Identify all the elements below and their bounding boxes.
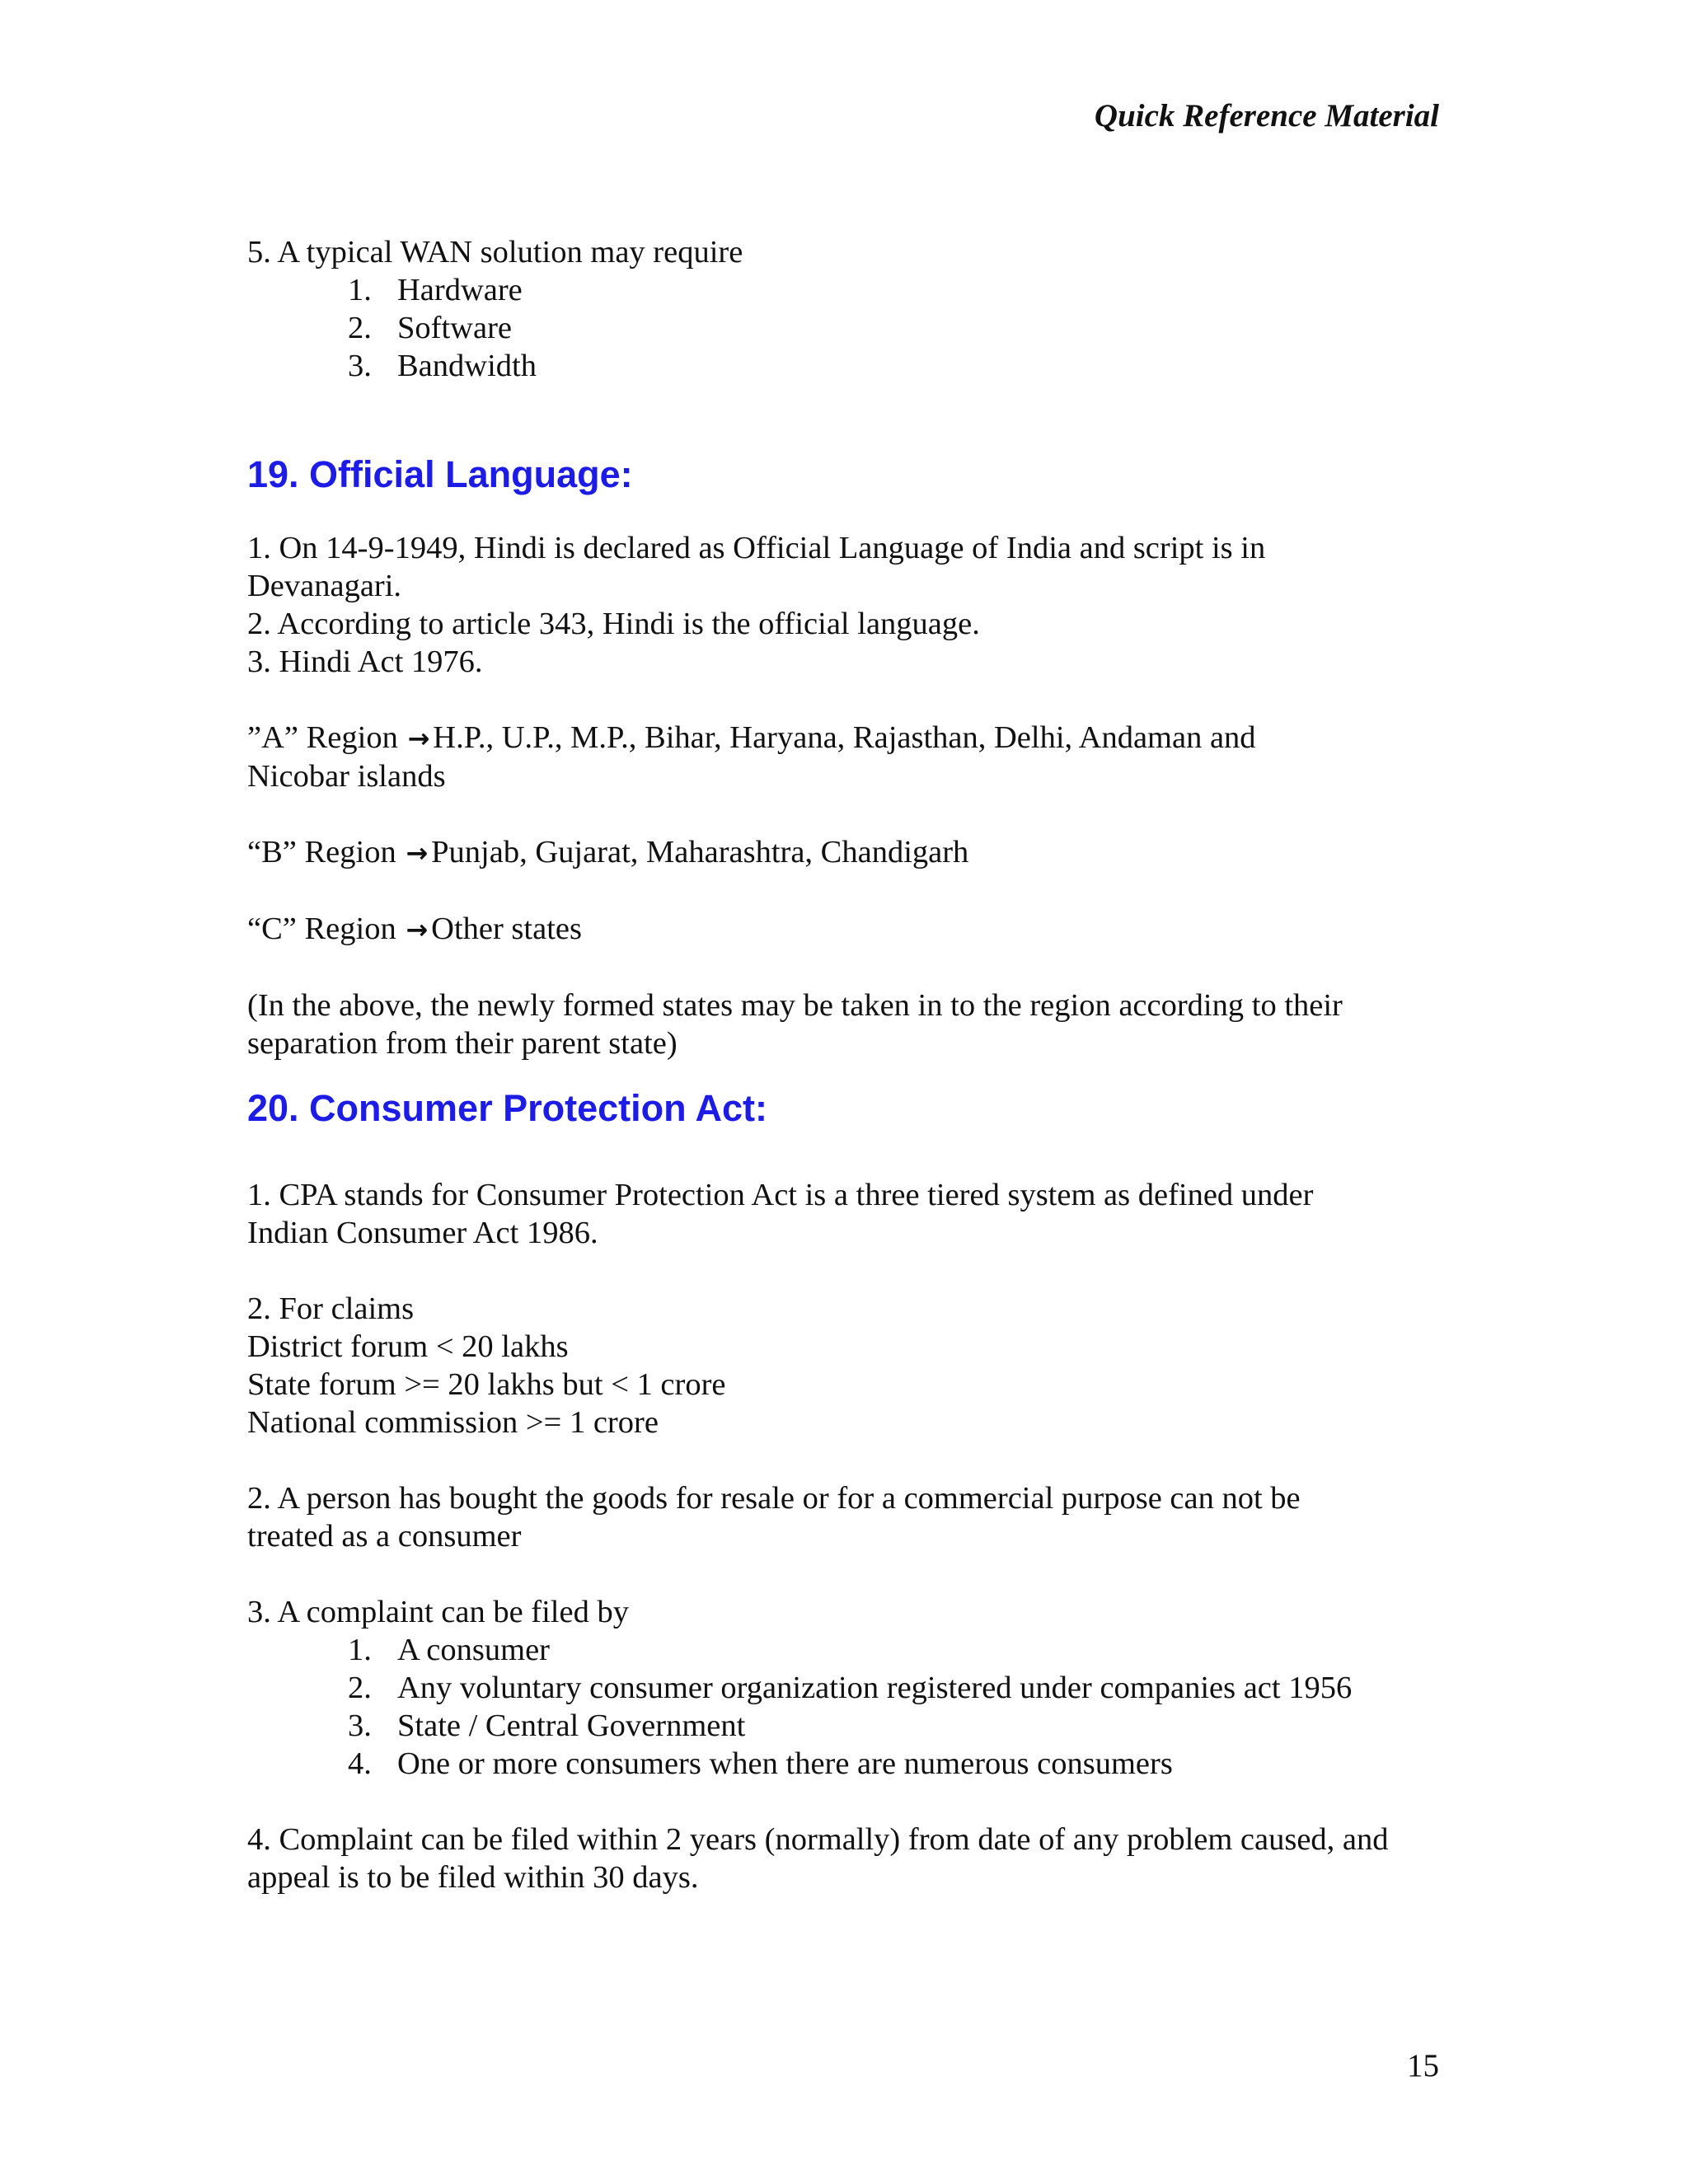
list-text: One or more consumers when there are numerous consumers (397, 1746, 1173, 1781)
cpa-point-1: 1. CPA stands for Consumer Protection Act is a three tiered system as defined under (247, 1178, 1314, 1212)
claims-national: National commission >= 1 crore (247, 1405, 659, 1440)
claims-district: District forum < 20 lakhs (247, 1329, 569, 1364)
list-number: 1. (348, 1633, 372, 1667)
claims-title: 2. For claims (247, 1291, 415, 1326)
cpa-commercial-purpose-cont: treated as a consumer (247, 1519, 522, 1554)
official-language-point-1: 1. On 14-9-1949, Hindi is declared as Official Language of India and script is in (247, 531, 1266, 565)
region-a-label: ”A” Region (247, 720, 398, 755)
list-number: 3. (348, 349, 372, 383)
region-b-states: Punjab, Gujarat, Maharashtra, Chandigarh (431, 835, 969, 869)
list-item (247, 1631, 1451, 1669)
claims-state: State forum >= 20 lakhs but < 1 crore (247, 1367, 726, 1402)
region-b (247, 833, 1451, 872)
region-c-states: Other states (431, 912, 582, 946)
list-item (247, 1745, 1451, 1783)
region-c (247, 910, 1451, 949)
region-a-cont: Nicobar islands (247, 759, 446, 794)
cpa-commercial-purpose: 2. A person has bought the goods for resale or for a commercial purpose can not be (247, 1481, 1301, 1516)
complaint-intro: 3. A complaint can be filed by (247, 1595, 629, 1629)
right-arrow-icon: → (407, 723, 430, 754)
region-a (247, 719, 1451, 757)
list-text: Software (397, 311, 512, 345)
page-number: 15 (1407, 2048, 1439, 2083)
list-number: 1. (348, 273, 372, 307)
right-arrow-icon: → (406, 837, 429, 869)
list-item (247, 309, 1451, 347)
cpa-point-1-cont: Indian Consumer Act 1986. (247, 1216, 598, 1250)
page-header-title: Quick Reference Material (1094, 98, 1439, 134)
list-number: 2. (348, 311, 372, 345)
official-language-point-2: 2. According to article 343, Hindi is the official language. (247, 607, 980, 641)
region-note-cont: separation from their parent state) (247, 1026, 678, 1061)
list-text: Any voluntary consumer organization registered under companies act 1956 (397, 1671, 1353, 1705)
region-a-states: H.P., U.P., M.P., Bihar, Haryana, Rajasthan, Delhi, Andaman and (433, 720, 1256, 755)
complaint-time-limit: 4. Complaint can be filed within 2 years (normally) from date of any problem caused, and (247, 1822, 1389, 1857)
list-item (247, 271, 1451, 309)
official-language-point-3: 3. Hindi Act 1976. (247, 644, 483, 679)
complaint-time-limit-cont: appeal is to be filed within 30 days. (247, 1860, 699, 1895)
list-text: Bandwidth (397, 349, 537, 383)
list-text: State / Central Government (397, 1708, 746, 1743)
list-number: 4. (348, 1746, 372, 1781)
region-b-label: “B” Region (247, 835, 396, 869)
region-note: (In the above, the newly formed states may be taken in to the region according to their (247, 988, 1343, 1023)
list-item (247, 1669, 1451, 1707)
section-20-heading: 20. Consumer Protection Act: (247, 1087, 767, 1129)
list-text: Hardware (397, 273, 523, 307)
list-item (247, 347, 1451, 385)
list-text: A consumer (397, 1633, 550, 1667)
section-19-heading: 19. Official Language: (247, 453, 633, 495)
list-number: 3. (348, 1708, 372, 1743)
list-item (247, 1707, 1451, 1745)
list-number: 2. (348, 1671, 372, 1705)
official-language-point-1-cont: Devanagari. (247, 569, 402, 603)
page-content (247, 233, 1451, 1896)
right-arrow-icon: → (406, 914, 429, 945)
region-c-label: “C” Region (247, 912, 396, 946)
wan-intro: 5. A typical WAN solution may require (247, 235, 743, 269)
